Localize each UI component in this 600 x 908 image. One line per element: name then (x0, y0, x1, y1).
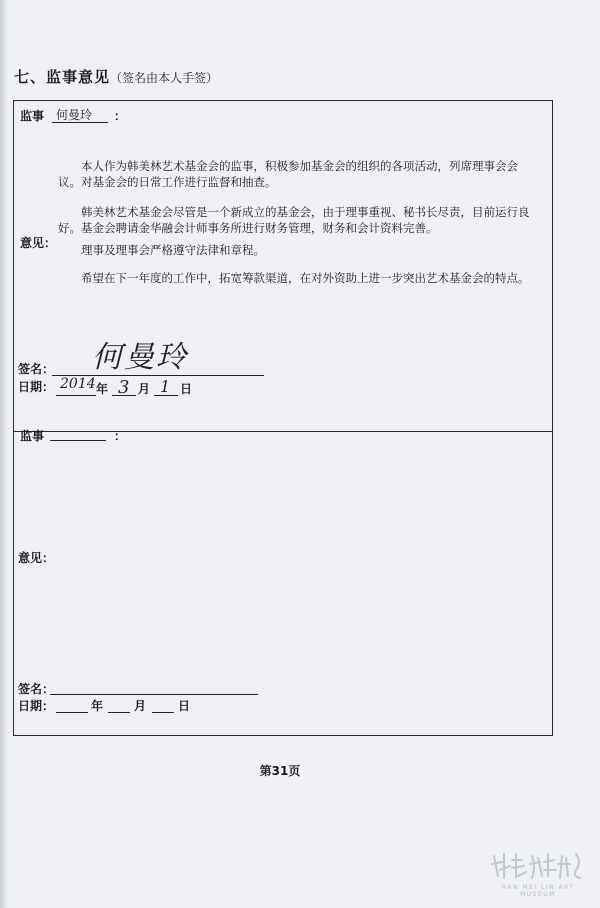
date-label: 日期： (18, 380, 55, 394)
year-char: 年 (96, 382, 109, 396)
watermark-text: HAN MEI LIN ART MUSEUM (501, 884, 575, 898)
supervisor-label: 监事 (20, 109, 45, 123)
date-year-line (56, 395, 96, 396)
section-title (14, 66, 218, 87)
date-year-line (56, 712, 88, 713)
date-year-value: 2014 (60, 376, 96, 392)
day-char: 日 (180, 382, 193, 396)
signature-line (50, 694, 258, 695)
opinion-label: 意见： (20, 236, 57, 250)
opinion-paragraph-1: 本人作为韩美林艺术基金会的监事，积极参加基金会的组织的各项活动，列席理事会会议。对基金会的日常工作进行监督和抽查。 (58, 159, 518, 189)
year-char: 年 (91, 699, 104, 713)
supervisor-name: 何曼玲 (56, 108, 93, 122)
museum-logo-icon (488, 846, 588, 884)
signature-label: 签名： (18, 682, 55, 696)
date-day-line (154, 395, 178, 396)
opinion-paragraph-4: 希望在下一年度的工作中，拓宽筹款渠道，在对外资助上进一步突出艺术基金会的特点。 (81, 271, 530, 285)
supervisor-colon: ： (114, 429, 127, 443)
opinion-paragraph-3: 理事及理事会严格遵守法律和章程。 (81, 243, 265, 257)
date-label: 日期： (18, 699, 55, 713)
day-char: 日 (178, 699, 191, 713)
section-title-note: （签名由本人手签） (110, 71, 219, 85)
date-month-line (112, 395, 136, 396)
opinion-label: 意见： (18, 551, 55, 565)
opinion-paragraph-2: 韩美林艺术基金会尽管是一个新成立的基金会，由于理事重视、秘书长尽责，目前运行良好。基金会聘请金华融会计师事务所进行财务管理，财务和会计资料完善。 (58, 205, 530, 235)
entry-divider (13, 431, 553, 432)
supervisor-name-line (50, 440, 106, 441)
supervisor-name-line (52, 122, 108, 123)
month-char: 月 (138, 382, 151, 396)
month-char: 月 (134, 699, 147, 713)
museum-watermark (488, 846, 588, 898)
supervisor-colon: ： (114, 109, 127, 123)
date-month-value: 3 (118, 377, 130, 398)
supervisor-label: 监事 (20, 429, 45, 443)
page-number: 第31页 (259, 764, 301, 778)
section-title-text: 七、监事意见 (14, 68, 111, 86)
opinion-form-box (13, 100, 553, 736)
date-month-line (108, 712, 130, 713)
date-day-value: 1 (160, 377, 171, 396)
signature-label: 签名： (18, 362, 55, 376)
date-day-line (152, 712, 174, 713)
handwritten-signature: 何曼玲 (92, 340, 188, 375)
